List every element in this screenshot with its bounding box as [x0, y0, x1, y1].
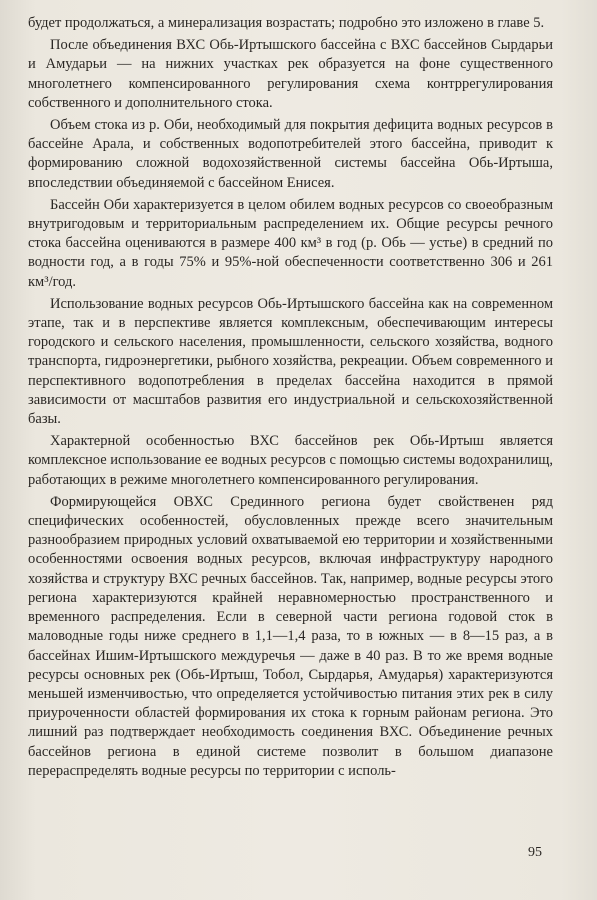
paragraph: Характерной особенностью ВХС бассейнов рек Обь-Иртыш является комплексное использование ее водных ресурсов с помощью системы водохранилищ, работающих в режиме многолетнего компенсированного регулирования.: [28, 433, 553, 488]
body-text: [28, 14, 553, 781]
paragraph: После объединения ВХС Обь-Иртышского бассейна с ВХС бассейнов Сырдарьи и Амударьи — на нижних участках рек образуется на фоне существенного многолетнего компенсированного регулирования схема контррегулирования собственного и дополнительного стока.: [28, 37, 553, 111]
paragraph: Бассейн Оби характеризуется в целом обилем водных ресурсов со своеобразным внутригодовым и территориальным распределением их. Общие ресурсы речного стока бассейна оцениваются в размере 400 км³ в год (р. Обь — устье) в средний по водности год, а в годы 75% и 95%-ной обеспеченности соответственно 306 и 261 км³/год.: [28, 196, 553, 290]
paragraph: Объем стока из р. Оби, необходимый для покрытия дефицита водных ресурсов в бассейне Арала, и собственных водопотребителей этого бассейна, приводит к формированию сложной водохозяйственной системы бассейна Обь-Иртыша, впоследствии объединяемой с бассейном Енисея.: [28, 117, 553, 191]
paragraph: Использование водных ресурсов Обь-Иртышского бассейна как на современном этапе, так и в перспективе является комплексным, обеспечивающим интересы городского и сельского населения, промышленности, сельского хозяйства, водного транспорта, гидроэнергетики, рыбного хозяйства, рекреации. Объем современного и перспективного водопотребления в пределах бассейна находится в прямой зависимости от масштабов развития его индустриальной и сельскохозяйственной базы.: [28, 295, 553, 428]
paragraph: Формирующейся ОВХС Срединного региона будет свойственен ряд специфических особенностей, обусловленных прежде всего значительным разнообразием природных условий охватываемой ею территории и хозяйственными особенностями освоения водных ресурсов, включая инфраструктуру народного хозяйства и структуру ВХС речных бассейнов. Так, например, водные ресурсы этого региона характеризуются крайней неравномерностью пространственного и временного распределения. Если в северной части региона годовой сток в маловодные годы ниже среднего в 1,1—1,4 раза, то в южных — в 8—15 раз, а в бассейнах Ишим-Иртышского междуречья — даже в 40 раз. В то же время водные ресурсы основных рек (Обь-Иртыш, Тобол, Сырдарья, Амударья) характеризуются меньшей изменчивостью, что определяется устойчивостью питания этих рек в силу приуроченности областей формирования их стока к горным районам региона. Это лишний раз подтверждает необходимость соединения ВХС. Объединение речных бассейнов региона в единой системе позволит в большом диапазоне перераспределять водные ресурсы по территории с исполь-: [28, 493, 553, 779]
page-number: 95: [528, 845, 542, 860]
paragraph-continuation: будет продолжаться, а минерализация возрастать; подробно это изложено в главе 5.: [28, 15, 545, 31]
